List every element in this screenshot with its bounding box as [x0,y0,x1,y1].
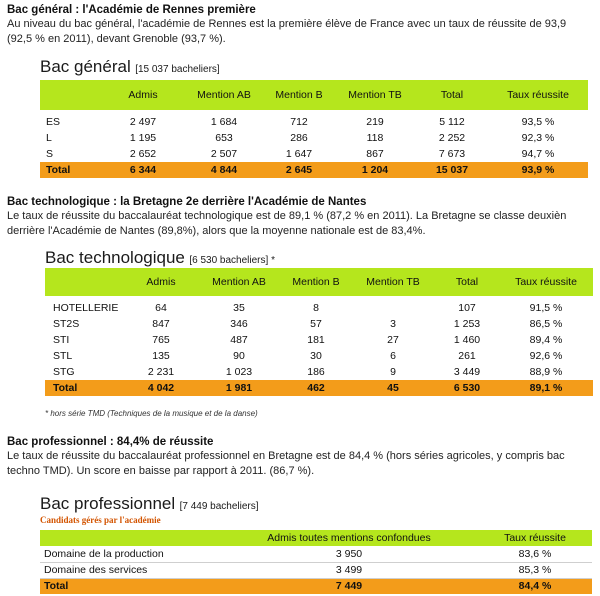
table2-title-sub: [6 530 bacheliers] * [189,255,275,266]
table1-cell: 2 507 [210,148,238,160]
table1-cell: 219 [366,116,384,128]
section3-line-2: techno TMD). Un score en baisse par rapport à 2011. (86,7 %). [7,465,315,477]
table2-cell: 91,5 % [529,302,563,314]
table1-cell: 1 647 [285,148,313,160]
table2-total-cell: 4 042 [125,380,197,396]
table1-cell: 712 [290,116,308,128]
table2-cell: 487 [230,334,248,346]
table2-header-total: Total [435,268,499,296]
table2-cell: 1 023 [225,366,253,378]
table2-cell: 765 [152,334,170,346]
table3-cell: 85,3 % [518,564,552,576]
table3-total-cell: 84,4 % [478,578,592,594]
table2-footnote: * hors série TMD (Techniques de la musique et de la danse) [45,409,258,418]
table-row [40,114,588,130]
table1-total-row [40,162,588,178]
table1-cell: 1 684 [210,116,238,128]
table1-header-tb: Mention TB [334,80,416,110]
table2-total-cell: 462 [281,380,351,396]
table2-cell: 8 [313,302,319,314]
table1-cell: 118 [366,132,384,144]
table1-total-cell: 2 645 [264,162,334,178]
table2-cell: 64 [155,302,167,314]
table1-header-admis: Admis [102,80,184,110]
table-row [40,146,588,162]
table2-cell: 2 231 [147,366,175,378]
table2-header-ab: Mention AB [197,268,281,296]
table3-title-sub: [7 449 bacheliers] [179,501,259,512]
table1-total-cell: 15 037 [416,162,488,178]
table1-cell: 93,5 % [521,116,555,128]
table-row [45,364,593,380]
table3-cell: Domaine des services [44,564,148,576]
section1-line-1: Au niveau du bac général, l'académie de Rennes est la première élève de France avec un taux de réussite de 93,9 [7,18,567,30]
table2-cell: 135 [152,350,170,362]
table1-header-b: Mention B [264,80,334,110]
table2-cell: 35 [233,302,245,314]
table3-total-cell: 7 449 [220,578,478,594]
table3-total-cell: Total [40,578,220,594]
table3-header-taux: Taux réussite [478,530,592,546]
table1-cell: 94,7 % [521,148,555,160]
section3-line-1: Le taux de réussite du baccalauréat professionnel en Bretagne est de 84,4 % (hors séries agricoles, y compris bac [7,450,565,462]
table2-total-cell: 89,1 % [499,380,593,396]
table1-title-sub: [15 037 bacheliers] [135,64,220,75]
table2 [45,268,593,396]
table3-cell: Domaine de la production [44,548,164,560]
table2-header-admis: Admis [125,268,197,296]
table2-cell: 89,4 % [529,334,563,346]
table1-cell: 2 497 [129,116,157,128]
section3-paragraph [7,449,565,479]
table2-title-main: Bac technologique [45,248,185,267]
table2-cell: 86,5 % [529,318,563,330]
table1-header-ab: Mention AB [184,80,264,110]
section3-heading: Bac professionnel : 84,4% de réussite [7,436,214,448]
table2-total-cell: 6 530 [435,380,499,396]
table2-total-row [45,380,593,396]
table2-cell: 88,9 % [529,366,563,378]
section2-line-1: Le taux de réussite du baccalauréat technologique est de 89,1 % (87,2 % en 2011). La Bretagne se classe deuxièn [7,210,567,222]
table-row [40,546,592,562]
table2-total-cell: 1 981 [197,380,281,396]
section2-line-2: derrière l'Académie de Nantes (89,8%), alors que la moyenne nationale est de 83,4%. [7,225,426,237]
table3-cell: 3 499 [335,564,363,576]
table3-header-row [40,530,592,546]
table-row [40,130,588,146]
table2-header-tb: Mention TB [351,268,435,296]
table-row [45,332,593,348]
table1-cell: 2 652 [129,148,157,160]
table2-title [45,248,275,268]
table2-cell: 90 [233,350,245,362]
table2-cell: STI [53,334,70,346]
table1-total-cell: 6 344 [102,162,184,178]
table2-cell: 847 [152,318,170,330]
table1-cell: 286 [290,132,308,144]
table-row [45,348,593,364]
table1-cell: 92,3 % [521,132,555,144]
table1-cell: 2 252 [438,132,466,144]
table3-cell: 3 950 [335,548,363,560]
table1-cell: L [46,132,52,144]
table2-cell: 3 449 [453,366,481,378]
section1-paragraph [7,17,566,47]
table2-cell: 181 [307,334,325,346]
table2-cell: 1 460 [453,334,481,346]
table1-cell: 7 673 [438,148,466,160]
table3-total-row [40,578,592,594]
table3-title-main: Bac professionnel [40,494,176,513]
table2-total-cell: 45 [351,380,435,396]
table2-cell: STG [53,366,75,378]
table1-header-row [40,80,588,110]
table3-subtitle: Candidats gérés par l'académie [40,515,161,525]
table2-cell: 9 [390,366,396,378]
table3-row-divider [40,562,592,563]
table1-total-cell: 1 204 [334,162,416,178]
table1-cell: 867 [366,148,384,160]
table1-title-main: Bac général [40,57,131,76]
table2-header-b: Mention B [281,268,351,296]
table1 [40,80,588,178]
table2-cell: 107 [458,302,476,314]
table2-cell: 186 [307,366,325,378]
table1-cell: 1 195 [129,132,157,144]
table2-cell: HOTELLERIE [53,302,119,314]
table2-cell: 261 [458,350,476,362]
table1-cell: 653 [215,132,233,144]
table3-header-admis: Admis toutes mentions confondues [220,530,478,546]
table3-title [40,494,259,514]
table2-cell: 346 [230,318,248,330]
table3-cell: 83,6 % [518,548,552,560]
table1-cell: 5 112 [439,116,465,128]
table1-cell: ES [46,116,61,128]
table2-cell: 6 [390,350,396,362]
table1-total-cell: 93,9 % [488,162,588,178]
section1-heading: Bac général : l'Académie de Rennes première [7,4,256,16]
section2-paragraph [7,209,566,239]
table2-cell: 3 [390,318,396,330]
table2-cell: 57 [310,318,322,330]
table1-total-cell: 4 844 [184,162,264,178]
table2-cell: 1 253 [453,318,481,330]
table2-header-row [45,268,593,296]
table3-row-divider [40,578,592,579]
table2-cell: 27 [387,334,399,346]
table1-header-taux: Taux réussite [488,80,588,110]
table1-cell: S [46,148,54,160]
table2-header-taux: Taux réussite [499,268,593,296]
table2-cell: ST2S [53,318,80,330]
table2-cell: STL [53,350,73,362]
table-row [45,316,593,332]
table2-cell: 30 [310,350,322,362]
table1-title [40,57,220,77]
table2-cell: 92,6 % [529,350,563,362]
table2-cell [351,300,435,316]
table-row [45,300,593,316]
table2-total-cell: Total [45,380,125,396]
section1-line-2: (92,5 % en 2011), devant Grenoble (93,7 %). [7,33,226,45]
table1-total-cell: Total [40,162,102,178]
section2-heading: Bac technologique : la Bretagne 2e derrière l'Académie de Nantes [7,196,367,208]
table-row [40,562,592,578]
table1-header-total: Total [416,80,488,110]
